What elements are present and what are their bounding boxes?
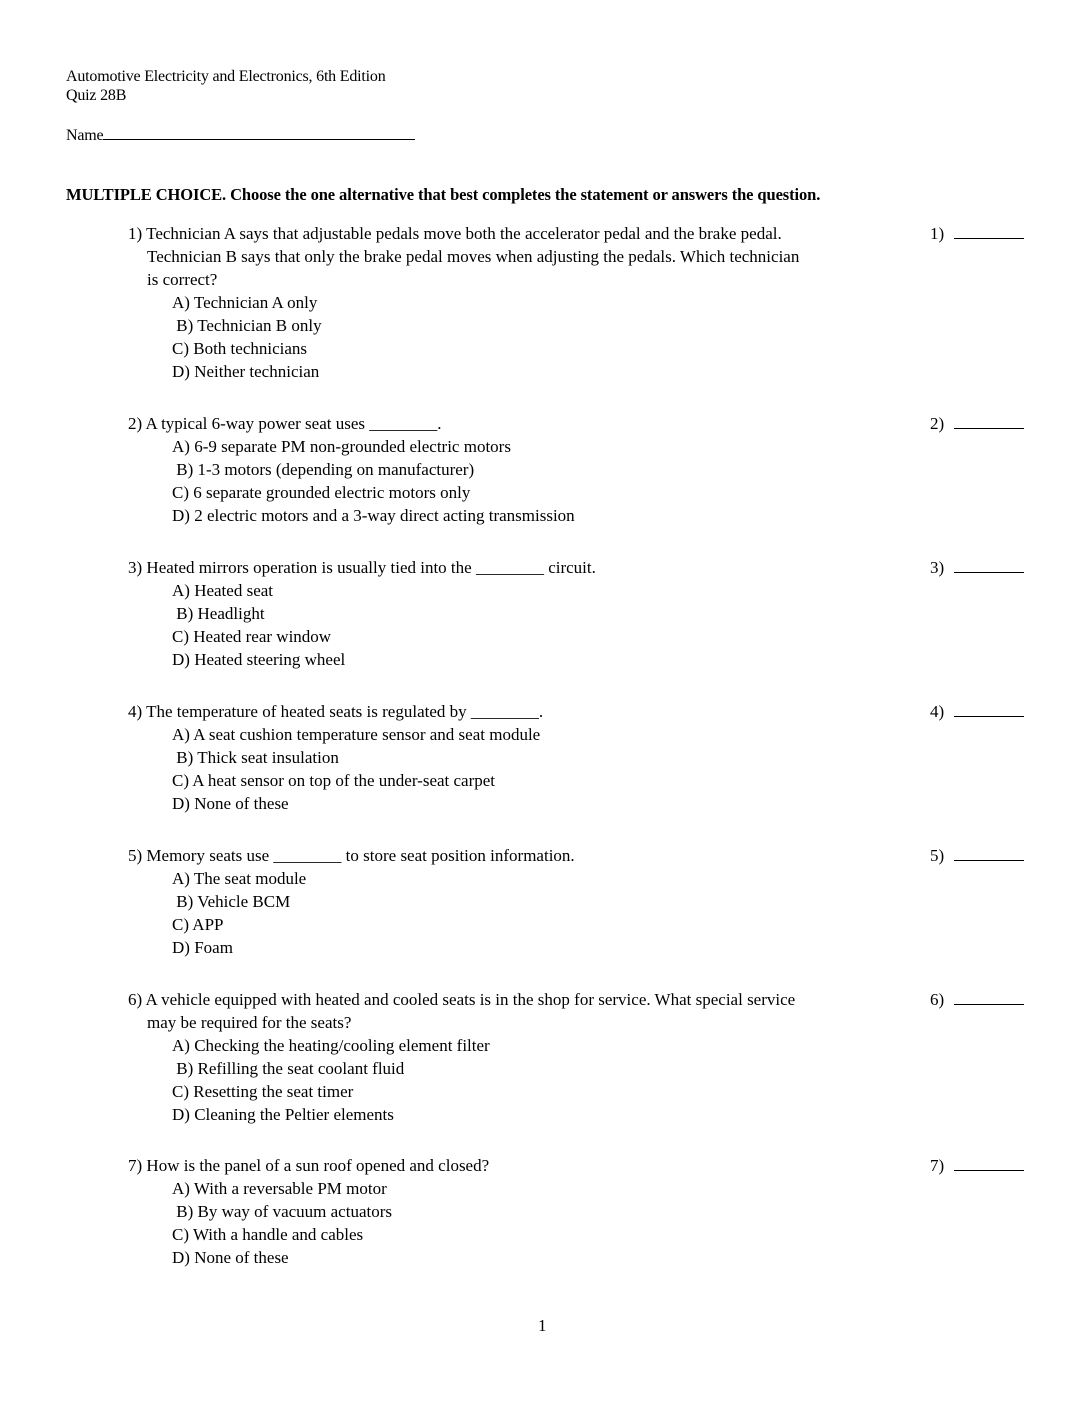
- question-number: 1): [128, 224, 143, 243]
- answer-option[interactable]: B) Technician B only: [172, 316, 322, 335]
- answer-number: 3): [930, 558, 945, 577]
- answer-line[interactable]: [954, 226, 1024, 239]
- answer-option[interactable]: D) Cleaning the Peltier elements: [172, 1105, 394, 1124]
- instructions: MULTIPLE CHOICE. Choose the one alternative that best completes the statement or answers the question.: [66, 185, 821, 204]
- question-number: 5): [128, 846, 143, 865]
- answer-blank[interactable]: [930, 844, 1024, 867]
- name-label: Name: [66, 127, 104, 144]
- answer-option[interactable]: D) None of these: [172, 1248, 289, 1267]
- answer-option[interactable]: B) 1-3 motors (depending on manufacturer): [172, 460, 475, 479]
- answer-number: 2): [930, 414, 945, 433]
- answer-blank[interactable]: [930, 700, 1024, 723]
- answer-line[interactable]: [954, 1158, 1024, 1171]
- answer-option[interactable]: B) By way of vacuum actuators: [172, 1202, 392, 1221]
- answer-line[interactable]: [954, 704, 1024, 717]
- answer-option[interactable]: C) Both technicians: [172, 339, 308, 358]
- answer-number: 5): [930, 846, 945, 865]
- question-number: 3): [128, 558, 143, 577]
- answer-option[interactable]: B) Thick seat insulation: [172, 748, 339, 767]
- question-line: Technician A says that adjustable pedals move both the accelerator pedal and the brake pedal.: [146, 224, 782, 243]
- answer-option[interactable]: B) Refilling the seat coolant fluid: [172, 1059, 405, 1078]
- answer-option[interactable]: B) Vehicle BCM: [172, 892, 291, 911]
- answer-option[interactable]: D) 2 electric motors and a 3-way direct acting transmission: [172, 506, 575, 525]
- answer-option[interactable]: A) 6-9 separate PM non-grounded electric motors: [172, 437, 511, 456]
- question-number: 4): [128, 702, 143, 721]
- question-line: The temperature of heated seats is regulated by ________.: [146, 702, 544, 721]
- answer-option[interactable]: C) Resetting the seat timer: [172, 1082, 354, 1101]
- question-line: Technician B says that only the brake pedal moves when adjusting the pedals. Which technician: [147, 247, 800, 266]
- answer-option[interactable]: C) A heat sensor on top of the under-seat carpet: [172, 771, 496, 790]
- question-text: [128, 988, 1068, 1011]
- question-7: [128, 1154, 1068, 1269]
- answer-blank[interactable]: [930, 556, 1024, 579]
- answer-number: 6): [930, 990, 945, 1009]
- answer-option[interactable]: D) Heated steering wheel: [172, 650, 346, 669]
- question-3: [128, 556, 1068, 671]
- question-line: may be required for the seats?: [147, 1013, 352, 1032]
- answer-option[interactable]: C) With a handle and cables: [172, 1225, 364, 1244]
- answer-option[interactable]: C) APP: [172, 915, 224, 934]
- answer-number: 7): [930, 1156, 945, 1175]
- answer-option[interactable]: D) None of these: [172, 794, 289, 813]
- question-text: [128, 1011, 1068, 1034]
- question-line: Memory seats use ________ to store seat position information.: [146, 846, 575, 865]
- question-number: 7): [128, 1156, 143, 1175]
- answer-blank[interactable]: [930, 412, 1024, 435]
- name-field[interactable]: [66, 125, 415, 145]
- question-4: [128, 700, 1068, 815]
- answer-blank[interactable]: [930, 222, 1024, 245]
- question-number: 2): [128, 414, 143, 433]
- question-text: [128, 245, 1068, 268]
- book-title: Automotive Electricity and Electronics, 6th Edition: [66, 68, 386, 85]
- page-number: 1: [538, 1316, 547, 1335]
- answer-option[interactable]: A) With a reversable PM motor: [172, 1179, 387, 1198]
- question-text: [128, 844, 1068, 867]
- answer-option[interactable]: C) Heated rear window: [172, 627, 332, 646]
- answer-option[interactable]: A) A seat cushion temperature sensor and seat module: [172, 725, 541, 744]
- question-text: [128, 556, 1068, 579]
- answer-line[interactable]: [954, 992, 1024, 1005]
- answer-option[interactable]: C) 6 separate grounded electric motors only: [172, 483, 471, 502]
- answer-option[interactable]: A) Checking the heating/cooling element filter: [172, 1036, 490, 1055]
- answer-option[interactable]: A) Heated seat: [172, 581, 274, 600]
- answer-line[interactable]: [954, 848, 1024, 861]
- answer-option[interactable]: D) Foam: [172, 938, 233, 957]
- answer-option[interactable]: D) Neither technician: [172, 362, 320, 381]
- answer-line[interactable]: [954, 416, 1024, 429]
- name-line[interactable]: [103, 125, 415, 140]
- answer-blank[interactable]: [930, 1154, 1024, 1177]
- question-text: [128, 700, 1068, 723]
- question-number: 6): [128, 990, 143, 1009]
- question-text: [128, 1154, 1068, 1177]
- answer-option[interactable]: B) Headlight: [172, 604, 265, 623]
- question-line: A typical 6-way power seat uses ________.: [145, 414, 442, 433]
- question-line: How is the panel of a sun roof opened and closed?: [146, 1156, 490, 1175]
- answer-blank[interactable]: [930, 988, 1024, 1011]
- question-2: [128, 412, 1068, 527]
- question-1: [128, 222, 1068, 383]
- answer-option[interactable]: A) The seat module: [172, 869, 307, 888]
- question-line: A vehicle equipped with heated and cooled seats is in the shop for service. What special service: [145, 990, 796, 1009]
- answer-number: 4): [930, 702, 945, 721]
- answer-line[interactable]: [954, 560, 1024, 573]
- question-5: [128, 844, 1068, 959]
- answer-number: 1): [930, 224, 945, 243]
- quiz-title: Quiz 28B: [66, 87, 127, 104]
- answer-option[interactable]: A) Technician A only: [172, 293, 318, 312]
- question-text: [128, 412, 1068, 435]
- question-6: [128, 988, 1068, 1126]
- question-text: [128, 222, 1068, 245]
- question-line: Heated mirrors operation is usually tied into the ________ circuit.: [146, 558, 596, 577]
- question-text: [128, 268, 1068, 291]
- question-line: is correct?: [147, 270, 218, 289]
